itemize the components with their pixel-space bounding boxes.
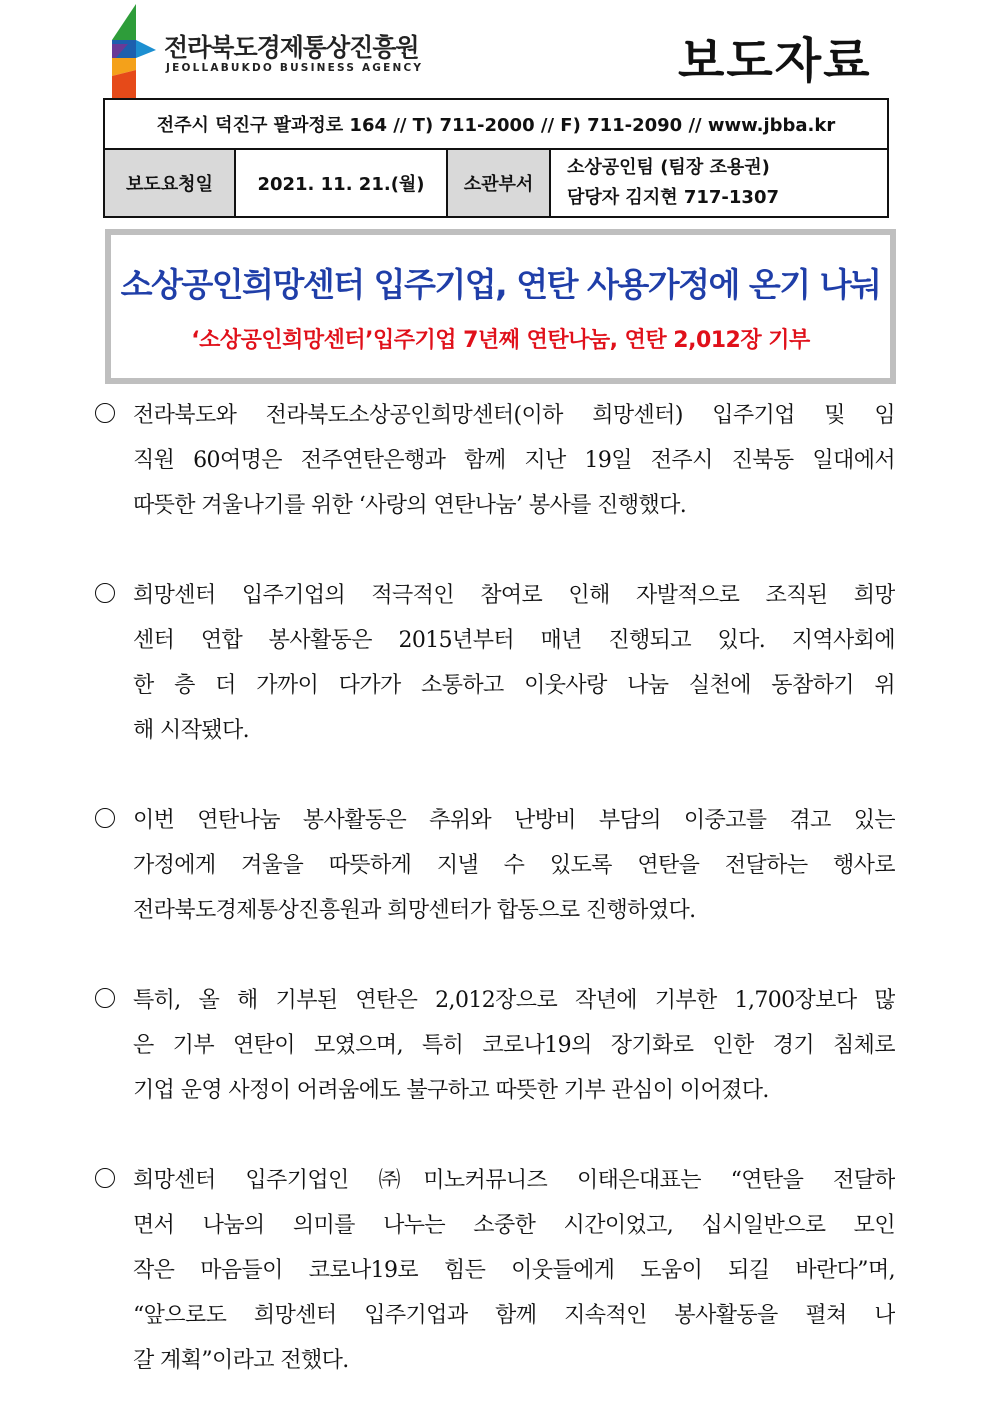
paragraph-line: 특히, 올 해 기부된 연탄은 2,012장으로 작년에 기부한 1,700장보다 많 [133,988,895,1013]
circle-bullet-icon [95,1168,115,1188]
paragraph-text [133,978,895,1113]
agency-logo [108,4,428,98]
request-date-label: 보도요청일 [105,150,236,216]
circle-bullet-icon [95,988,115,1008]
paragraph-line: 센터 연합 봉사활동은 2015년부터 매년 진행되고 있다. 지역사회에 [133,628,895,653]
paragraph-line: 면서 나눔의 의미를 나누는 소중한 시간이었고, 십시일반으로 모인 [133,1213,895,1238]
agency-logo-mark-icon [108,4,160,98]
paragraph-line: 전라북도경제통상진흥원과 희망센터가 합동으로 진행하였다. [133,898,696,923]
department-contact: 담당자 김지현 717-1307 [567,187,780,208]
department-team: 소상공인팀 (팀장 조용권) [567,157,770,178]
paragraph-line: 희망센터 입주기업의 적극적인 참여로 인해 자발적으로 조직된 희망 [133,583,895,608]
department-info [551,150,887,216]
headline-title: 소상공인희망센터 입주기업, 연탄 사용가정에 온기 나눠 [120,265,881,304]
info-row [105,150,887,216]
department-label: 소관부서 [448,150,551,216]
paragraph-line: 해 시작됐다. [133,718,250,743]
paragraph-line: “앞으로도 희망센터 입주기업과 함께 지속적인 봉사활동을 펼쳐 나 [133,1303,895,1328]
paragraph-text [133,798,895,933]
paragraph-line: 따뜻한 겨울나기를 위한 ‘사랑의 연탄나눔’ 봉사를 진행했다. [133,493,687,518]
press-info-table [103,98,889,218]
paragraph-line: 전라북도와 전라북도소상공인희망센터(이하 희망센터) 입주기업 및 임 [133,403,895,428]
agency-name-en: JEOLLABUKDO BUSINESS AGENCY [166,62,424,74]
paragraph-line: 은 기부 연탄이 모였으며, 특히 코로나19의 장기화로 인한 경기 침체로 [133,1033,895,1058]
circle-bullet-icon [95,583,115,603]
paragraph-line: 한 층 더 가까이 다가가 소통하고 이웃사랑 나눔 실천에 동참하기 위 [133,673,895,698]
paragraph-line: 갈 계획”이라고 전했다. [133,1348,349,1373]
paragraph-line: 기업 운영 사정이 어려움에도 불구하고 따뜻한 기부 관심이 이어졌다. [133,1078,769,1103]
headline-subtitle: ‘소상공인희망센터’입주기업 7년째 연탄나눔, 연탄 2,012장 기부 [191,328,810,353]
paragraph-line: 작은 마음들이 코로나19로 힘든 이웃들에게 도움이 되길 바란다”며, [133,1258,895,1283]
paragraph-line: 희망센터 입주기업인 ㈜미노커뮤니즈 이태은대표는 “연탄을 전달하 [133,1168,895,1193]
circle-bullet-icon [95,403,115,423]
agency-name-ko: 전라북도경제통상진흥원 [164,33,419,62]
paragraph-line: 가정에게 겨울을 따뜻하게 지낼 수 있도록 연탄을 전달하는 행사로 [133,853,895,878]
request-date-value: 2021. 11. 21.(월) [236,150,448,216]
paragraph-text [133,393,895,528]
circle-bullet-icon [95,808,115,828]
headline-box [105,229,896,384]
paragraph-line: 직원 60여명은 전주연탄은행과 함께 지난 19일 전주시 진북동 일대에서 [133,448,895,473]
paragraph-text [133,1158,895,1383]
paragraph-text [133,573,895,753]
document-type-title: 보도자료 [678,33,872,89]
paragraph-line: 이번 연탄나눔 봉사활동은 추위와 난방비 부담의 이중고를 겪고 있는 [133,808,895,833]
contact-line: 전주시 덕진구 팔과정로 164 // T) 711-2000 // F) 711-2090 // www.jbba.kr [105,100,887,150]
